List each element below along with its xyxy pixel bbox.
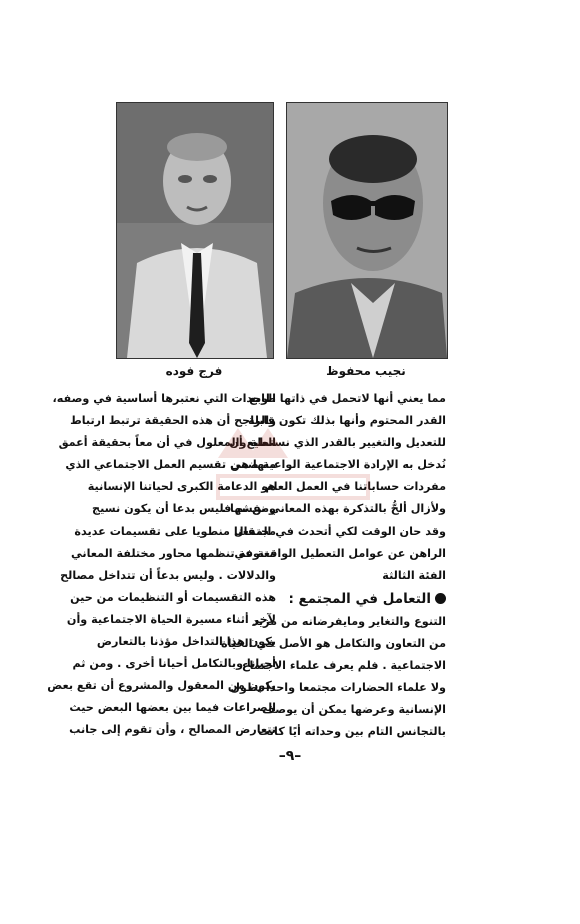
text-line: ومن ثم فليس بدعا أن يكون نسيج	[92, 502, 276, 516]
text-line: الصراعات فيما بين بعضها البعض حيث	[69, 701, 276, 715]
text-line: متنوعة تنظمها محاور مختلفة المعاني	[71, 546, 276, 560]
portrait-right-drawing	[287, 103, 447, 358]
text-line: القدر المحتوم وأنها بذلك تكون قابلة	[247, 414, 446, 428]
text-column-left	[47, 388, 276, 742]
bullet-icon	[435, 593, 446, 604]
portrait-photo-right	[286, 102, 448, 359]
page-number: –٩–	[278, 748, 302, 764]
section-heading	[288, 587, 446, 611]
text-line: والدلالات . وليس بدعاً أن تتداخل مصالح	[60, 568, 276, 582]
text-line: ولا علماء الحضارات مجتمعا واحدا بطول	[230, 681, 446, 695]
text-line: للتعديل والتغيير بالقدر الذي نستطيع أن	[229, 436, 446, 450]
text-line: أحيانا وبالتكامل أحيانا أخرى . ومن ثم	[72, 657, 276, 671]
caption-right: نجيب محفوظ	[326, 364, 406, 378]
text-line: العلة والمعلول في أن معاً بحقيقة أعمق	[58, 436, 276, 450]
text-line: هذه التقسيمات أو التنظيمات من حين	[70, 590, 276, 604]
portrait-left-drawing	[117, 103, 273, 358]
text-line: بالتجانس التام بين وحداته أيًا كانت	[257, 725, 446, 739]
text-column-right	[220, 388, 446, 743]
caption-left: فرج فوده	[165, 364, 223, 378]
text-line: هو الدعامة الكبرى لحياتنا الإنسانية	[87, 480, 276, 494]
text-line: الوحدات التي نعتبرها أساسية في وصفه،	[52, 392, 276, 405]
text-line: التنوع والتغاير ومايفرضانه من مزيد	[252, 614, 446, 628]
text-line: من التعاون والتكامل هو الأصل في الحياة	[220, 636, 446, 650]
text-line: ولأزال ألحُّ بالتذكرة بهذه المعاني نفسها .	[221, 502, 446, 516]
text-line: نُدخل به الإرادة الاجتماعية الواعية ضمن	[230, 458, 446, 472]
text-line: يكون من المعقول والمشروع أن تقع بعض	[47, 679, 276, 693]
text-line: الفئة الثالثة	[382, 568, 446, 582]
text-line: لآخر أثناء مسيرة الحياة الاجتماعية وأن	[66, 612, 276, 626]
text-line: الإنسانية وعرضها يمكن أن يوصف	[261, 703, 446, 717]
text-line: وقد حان الوقت لكي أتحدث في المقال	[233, 524, 446, 538]
text-line: منها هي تقسيم العمل الاجتماعي الذي	[65, 458, 276, 472]
text-line: الراهن عن عوامل التعطيل الواقعة في	[234, 546, 446, 560]
text-line: الاجتماعية . فلم يعرف علماء الاجتماع	[241, 659, 446, 673]
text-line: والراجح أن هذه الحقيقة ترتبط ارتباط	[70, 414, 276, 428]
text-line: مجتمعنا منطويا على تقسيمات عديدة	[74, 524, 276, 538]
portrait-photo-left	[116, 102, 274, 359]
text-line: مما يعني أنها لاتحمل في ذاتها طابع	[249, 392, 446, 405]
text-line: مفردات حساباتنا في العمل العام،	[261, 480, 446, 494]
text-line: تتعارض المصالح ، وأن تقوم إلى جانب	[69, 723, 276, 737]
text-line: يكون هذا التداخل مؤذنا بالتعارض	[96, 635, 276, 649]
section-heading-text: التعامل في المجتمع :	[288, 590, 431, 607]
